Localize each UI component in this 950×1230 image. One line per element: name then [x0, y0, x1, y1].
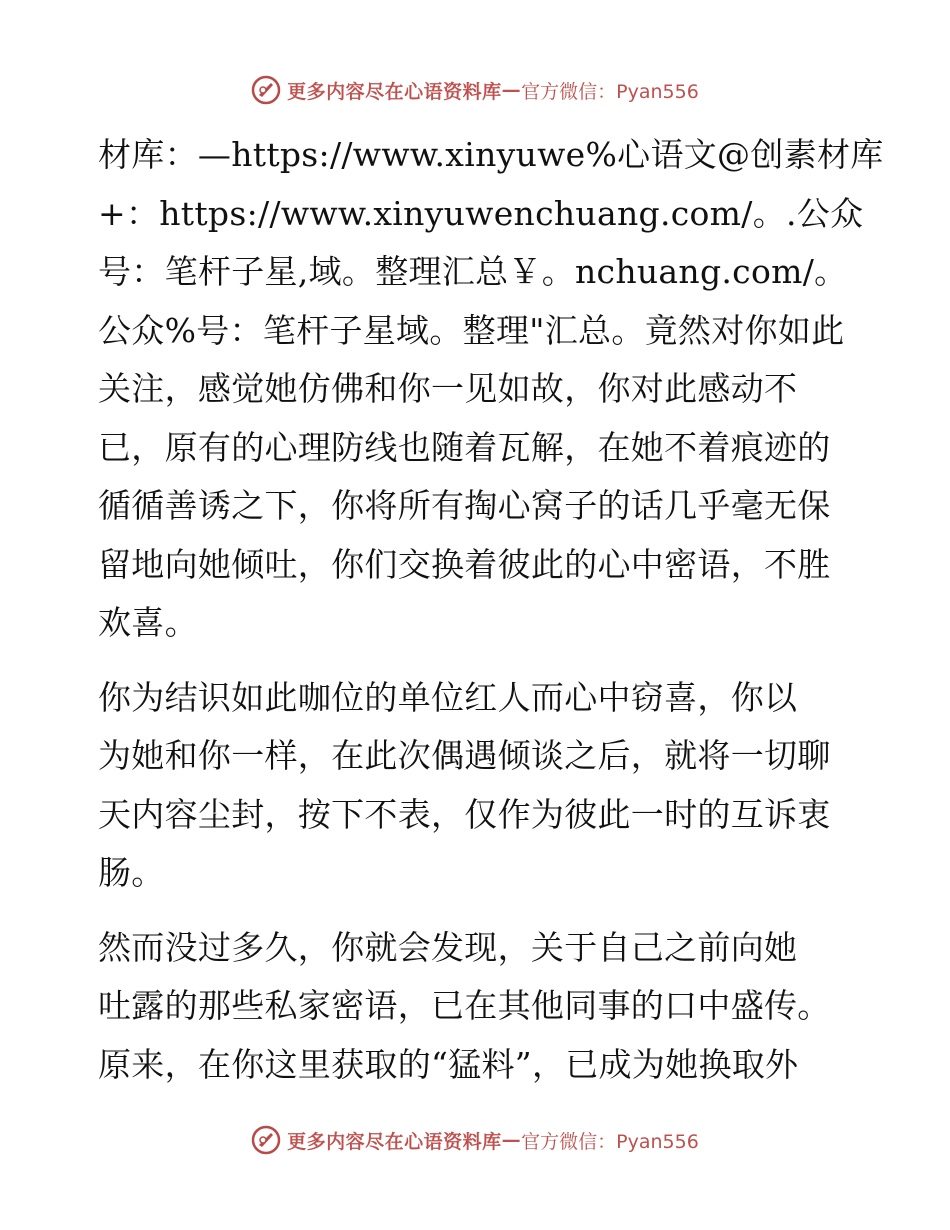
- text-line: 吐露的那些私家密语，已在其他同事的口中盛传。: [98, 986, 831, 1025]
- text-line: 材库：—https://www.xinyuwe%心语文@创素材库: [98, 135, 884, 174]
- text-line: 留地向她倾吐，你们交换着彼此的心中密语，不胜: [98, 544, 831, 584]
- text-line: 循循善诱之下，你将所有掏心窝子的话几乎毫无保: [98, 486, 831, 525]
- text-line: 欢喜。: [98, 603, 198, 642]
- paragraph-3: [98, 919, 858, 1095]
- footer-separator: —: [501, 1129, 522, 1151]
- text-line: 然而没过多久，你就会发现，关于自己之前向她: [98, 927, 798, 967]
- text-line: 公众%号：笔杆子星域。整理"汇总。竟然对你如此: [98, 310, 845, 350]
- text-line: 为她和你一样，在此次偶遇倾谈之后，就将一切聊: [98, 736, 831, 775]
- quill-logo-icon: [251, 75, 281, 105]
- text-line: 天内容尘封，按下不表，仅作为彼此一时的互诉衷: [98, 794, 831, 834]
- document-body: [98, 126, 884, 1094]
- paragraph-1: [98, 126, 884, 653]
- header-logo-text: 更多内容尽在心语资料库: [287, 80, 502, 103]
- text-line: 关注，感觉她仿佛和你一见如故，你对此感动不: [98, 369, 798, 408]
- footer-banner: [0, 1122, 950, 1158]
- footer-logo-text: 更多内容尽在心语资料库: [287, 1130, 502, 1153]
- text-line: 已，原有的心理防线也随着瓦解，在她不着痕迹的: [98, 427, 831, 467]
- text-line: 号：笔杆子星,域。整理汇总￥。nchuang.com/。: [98, 252, 848, 291]
- header-separator: —: [501, 79, 522, 101]
- footer-wechat: 官方微信：Pyan556: [521, 1130, 699, 1153]
- text-line: +：https://www.xinyuwenchuang.com/。.公众: [98, 193, 864, 233]
- text-line: 你为结识如此咖位的单位红人而心中窃喜，你以: [98, 677, 798, 717]
- header-banner: [0, 72, 950, 108]
- text-line: 原来，在你这里获取的“猛料”，已成为她换取外: [98, 1044, 799, 1084]
- paragraph-2: [98, 669, 858, 903]
- header-wechat: 官方微信：Pyan556: [521, 80, 699, 103]
- text-line: 肠。: [98, 853, 165, 892]
- quill-logo-icon: [251, 1125, 281, 1155]
